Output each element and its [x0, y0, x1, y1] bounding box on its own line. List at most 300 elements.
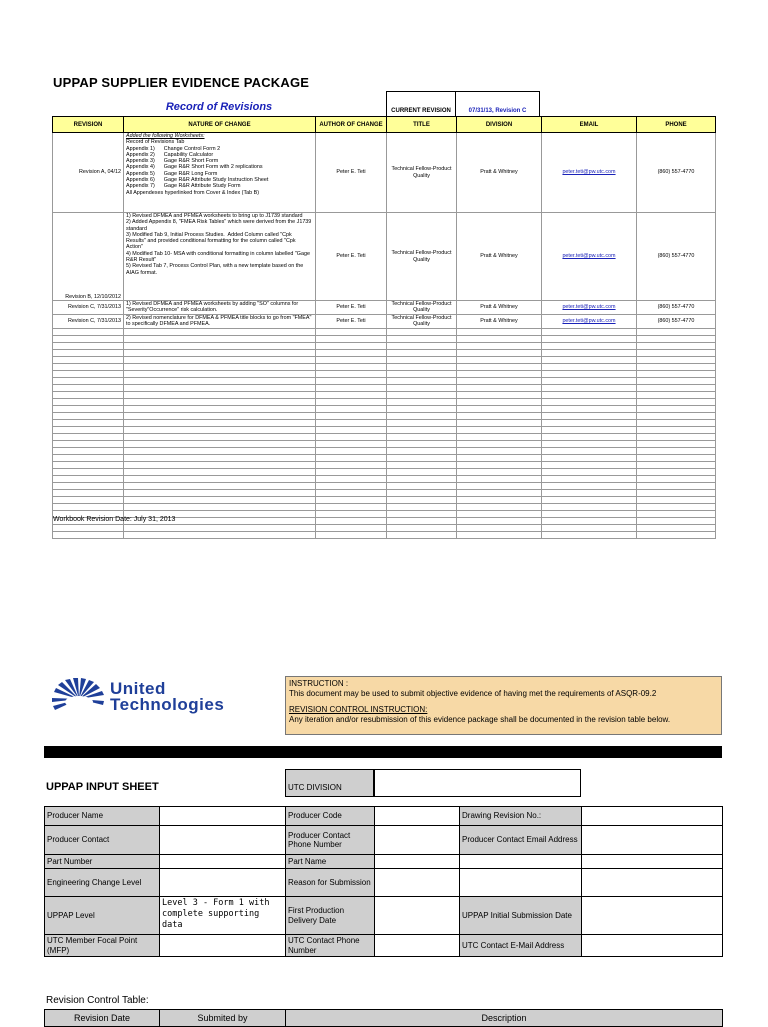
- input-field[interactable]: [160, 855, 286, 869]
- empty-cell[interactable]: [637, 433, 716, 440]
- empty-cell[interactable]: [124, 468, 316, 475]
- division-cell: Pratt & Whitney: [457, 301, 542, 315]
- empty-cell[interactable]: [542, 363, 637, 370]
- empty-cell[interactable]: [457, 454, 542, 461]
- empty-cell[interactable]: [124, 461, 316, 468]
- empty-cell[interactable]: [457, 489, 542, 496]
- empty-cell[interactable]: [387, 356, 457, 363]
- input-label: UTC Contact E-Mail Address: [460, 935, 582, 957]
- nature-line: 1) Revised DFMEA and PFMEA worksheets to bring up to J1739 standard: [126, 213, 303, 219]
- empty-cell[interactable]: [387, 461, 457, 468]
- empty-cell[interactable]: [637, 391, 716, 398]
- empty-cell[interactable]: [637, 335, 716, 342]
- empty-cell[interactable]: [387, 370, 457, 377]
- revision-row: [53, 213, 716, 301]
- empty-cell[interactable]: [637, 440, 716, 447]
- empty-cell[interactable]: [387, 440, 457, 447]
- empty-cell[interactable]: [457, 349, 542, 356]
- empty-cell[interactable]: [124, 405, 316, 412]
- empty-row: [53, 363, 716, 370]
- input-label: Producer Code: [286, 807, 375, 826]
- empty-cell[interactable]: [53, 384, 124, 391]
- empty-cell[interactable]: [457, 440, 542, 447]
- empty-cell[interactable]: [457, 503, 542, 510]
- revision-row: [53, 301, 716, 315]
- empty-cell[interactable]: [387, 447, 457, 454]
- input-field[interactable]: [582, 826, 723, 855]
- utc-division-label: UTC DIVISION: [285, 769, 374, 797]
- empty-cell[interactable]: [542, 405, 637, 412]
- input-field[interactable]: [375, 807, 460, 826]
- empty-cell[interactable]: [387, 489, 457, 496]
- empty-cell[interactable]: [316, 384, 387, 391]
- empty-cell[interactable]: [637, 517, 716, 524]
- empty-cell[interactable]: [542, 489, 637, 496]
- phone-cell: (860) 557-4770: [637, 301, 716, 315]
- empty-cell[interactable]: [457, 468, 542, 475]
- instruction-box: [285, 676, 722, 735]
- empty-cell[interactable]: [637, 489, 716, 496]
- empty-row: [53, 419, 716, 426]
- empty-cell[interactable]: [53, 461, 124, 468]
- empty-cell[interactable]: [316, 461, 387, 468]
- empty-cell[interactable]: [542, 496, 637, 503]
- empty-cell[interactable]: [53, 524, 124, 531]
- empty-cell[interactable]: [542, 370, 637, 377]
- revision-control-col-header: Description: [286, 1010, 723, 1027]
- empty-cell[interactable]: [387, 433, 457, 440]
- empty-cell[interactable]: [53, 454, 124, 461]
- input-label: Producer Contact Email Address: [460, 826, 582, 855]
- empty-cell[interactable]: [542, 447, 637, 454]
- empty-cell[interactable]: [53, 531, 124, 538]
- empty-cell[interactable]: [387, 517, 457, 524]
- empty-cell[interactable]: [457, 342, 542, 349]
- division-cell: Pratt & Whitney: [457, 133, 542, 213]
- empty-cell[interactable]: [124, 524, 316, 531]
- revision-cell: Revision B, 12/10/2012: [53, 213, 124, 301]
- empty-cell[interactable]: [316, 454, 387, 461]
- input-field[interactable]: Level 3 - Form 1 with complete supporting data: [160, 897, 286, 935]
- empty-cell[interactable]: [53, 398, 124, 405]
- empty-cell[interactable]: [637, 349, 716, 356]
- empty-cell[interactable]: [387, 524, 457, 531]
- empty-cell[interactable]: [53, 328, 124, 335]
- empty-cell[interactable]: [316, 503, 387, 510]
- empty-cell[interactable]: [457, 398, 542, 405]
- empty-cell[interactable]: [637, 482, 716, 489]
- logo-text-technologies: Technologies: [110, 695, 225, 714]
- input-row: [45, 869, 723, 897]
- revision-control-heading: REVISION CONTROL INSTRUCTION:: [289, 705, 428, 714]
- empty-cell[interactable]: [387, 531, 457, 538]
- workbook-revision-date: Workbook Revision Date: July 31, 2013: [53, 516, 176, 523]
- empty-cell[interactable]: [637, 363, 716, 370]
- empty-cell[interactable]: [457, 482, 542, 489]
- empty-cell[interactable]: [637, 496, 716, 503]
- empty-cell[interactable]: [387, 384, 457, 391]
- empty-cell[interactable]: [457, 412, 542, 419]
- empty-cell[interactable]: [124, 398, 316, 405]
- empty-cell[interactable]: [124, 496, 316, 503]
- empty-cell[interactable]: [387, 412, 457, 419]
- revision-control-text: Any iteration and/or resubmission of this evidence package shall be documented in the revision table below.: [289, 715, 671, 724]
- empty-cell[interactable]: [542, 468, 637, 475]
- empty-cell[interactable]: [316, 328, 387, 335]
- empty-cell[interactable]: [457, 391, 542, 398]
- title-cell: Technical Fellow-Product Quality: [387, 133, 457, 213]
- empty-cell[interactable]: [53, 447, 124, 454]
- empty-cell[interactable]: [637, 510, 716, 517]
- empty-row: [53, 461, 716, 468]
- empty-cell[interactable]: [457, 356, 542, 363]
- empty-cell[interactable]: [53, 405, 124, 412]
- empty-cell[interactable]: [387, 454, 457, 461]
- nature-line: 1) Revised DFMEA and PFMEA worksheets by adding "SO" columns for "Severity"Occurrence" risk calculation.: [126, 301, 300, 314]
- input-label: Reason for Submission: [286, 869, 375, 897]
- input-row: [45, 826, 723, 855]
- nature-line: Appendix 6) Gage R&R Attribute Study Instruction Sheet: [126, 177, 269, 184]
- empty-cell[interactable]: [542, 503, 637, 510]
- empty-cell[interactable]: [124, 391, 316, 398]
- empty-cell[interactable]: [316, 475, 387, 482]
- empty-cell[interactable]: [316, 510, 387, 517]
- empty-cell[interactable]: [637, 531, 716, 538]
- phone-cell: (860) 557-4770: [637, 213, 716, 301]
- empty-cell[interactable]: [542, 391, 637, 398]
- empty-cell[interactable]: [316, 335, 387, 342]
- empty-cell[interactable]: [53, 426, 124, 433]
- empty-cell[interactable]: [316, 356, 387, 363]
- input-field[interactable]: [375, 855, 460, 869]
- empty-cell[interactable]: [542, 377, 637, 384]
- empty-cell[interactable]: [124, 503, 316, 510]
- input-field[interactable]: [582, 935, 723, 957]
- empty-cell[interactable]: [53, 342, 124, 349]
- nature-heading: Added the following Worksheets:: [126, 133, 205, 139]
- empty-cell[interactable]: [542, 524, 637, 531]
- empty-cell[interactable]: [637, 384, 716, 391]
- empty-cell[interactable]: [457, 475, 542, 482]
- empty-cell[interactable]: [387, 426, 457, 433]
- empty-cell[interactable]: [637, 342, 716, 349]
- empty-cell[interactable]: [124, 356, 316, 363]
- empty-cell[interactable]: [316, 391, 387, 398]
- input-label: Drawing Revision No.:: [460, 807, 582, 826]
- empty-cell[interactable]: [316, 531, 387, 538]
- empty-cell[interactable]: [124, 384, 316, 391]
- empty-cell[interactable]: [637, 426, 716, 433]
- empty-cell[interactable]: [124, 349, 316, 356]
- empty-cell[interactable]: [542, 510, 637, 517]
- united-technologies-logo: [44, 676, 274, 726]
- nature-line: Appendix 1) Change Control Form 2: [126, 145, 221, 152]
- empty-cell[interactable]: [53, 496, 124, 503]
- title-cell: Technical Fellow-Product Quality: [387, 213, 457, 301]
- empty-cell[interactable]: [542, 419, 637, 426]
- empty-cell[interactable]: [637, 398, 716, 405]
- empty-cell[interactable]: [542, 482, 637, 489]
- empty-cell[interactable]: [637, 461, 716, 468]
- division-cell: Pratt & Whitney: [457, 213, 542, 301]
- empty-cell[interactable]: [124, 454, 316, 461]
- empty-cell[interactable]: [542, 328, 637, 335]
- empty-cell[interactable]: [457, 517, 542, 524]
- input-field[interactable]: [375, 935, 460, 957]
- input-field[interactable]: [375, 897, 460, 935]
- empty-cell[interactable]: [316, 482, 387, 489]
- empty-cell[interactable]: [124, 342, 316, 349]
- revision-control-col-header: Submited by: [160, 1010, 286, 1027]
- empty-cell[interactable]: [637, 475, 716, 482]
- empty-cell[interactable]: [637, 454, 716, 461]
- input-label: UTC Contact Phone Number: [286, 935, 375, 957]
- empty-cell[interactable]: [387, 475, 457, 482]
- nature-of-change-cell: [124, 213, 316, 301]
- empty-cell[interactable]: [316, 405, 387, 412]
- empty-cell[interactable]: [53, 349, 124, 356]
- empty-cell[interactable]: [316, 349, 387, 356]
- empty-cell[interactable]: [457, 419, 542, 426]
- revision-table-header: [53, 117, 716, 133]
- empty-cell[interactable]: [542, 433, 637, 440]
- revision-row: [53, 133, 716, 213]
- empty-cell[interactable]: [387, 468, 457, 475]
- empty-cell[interactable]: [542, 349, 637, 356]
- email-cell: [542, 301, 637, 315]
- document-title: UPPAP SUPPLIER EVIDENCE PACKAGE: [53, 75, 310, 90]
- empty-cell[interactable]: [316, 447, 387, 454]
- input-field[interactable]: [582, 807, 723, 826]
- input-label: Part Number: [45, 855, 160, 869]
- email-link[interactable]: peter.teti@pw.utc.com: [562, 253, 616, 260]
- revision-cell: Revision C, 7/31/2013: [53, 301, 124, 315]
- empty-cell[interactable]: [637, 447, 716, 454]
- empty-cell[interactable]: [53, 440, 124, 447]
- empty-cell[interactable]: [637, 503, 716, 510]
- empty-row: [53, 356, 716, 363]
- empty-cell[interactable]: [542, 475, 637, 482]
- empty-cell[interactable]: [457, 510, 542, 517]
- empty-cell[interactable]: [124, 335, 316, 342]
- empty-cell[interactable]: [637, 356, 716, 363]
- current-revision-value: 07/31/13, Revision C: [455, 91, 540, 117]
- empty-cell[interactable]: [124, 440, 316, 447]
- empty-cell[interactable]: [316, 524, 387, 531]
- empty-cell[interactable]: [124, 426, 316, 433]
- email-link[interactable]: peter.teti@pw.utc.com: [562, 317, 616, 324]
- empty-cell[interactable]: [387, 405, 457, 412]
- empty-cell[interactable]: [542, 342, 637, 349]
- empty-cell[interactable]: [457, 524, 542, 531]
- empty-row: [53, 328, 716, 335]
- empty-cell[interactable]: [637, 377, 716, 384]
- empty-cell[interactable]: [316, 370, 387, 377]
- empty-cell[interactable]: [457, 447, 542, 454]
- revision-cell: Revision C, 7/31/2013: [53, 314, 124, 328]
- empty-row: [53, 405, 716, 412]
- empty-cell[interactable]: [387, 363, 457, 370]
- empty-cell[interactable]: [53, 412, 124, 419]
- input-label: UTC Member Focal Point (MFP): [45, 935, 160, 957]
- email-link[interactable]: peter.teti@pw.utc.com: [562, 304, 616, 311]
- input-field[interactable]: [160, 807, 286, 826]
- empty-row: [53, 468, 716, 475]
- empty-cell[interactable]: [53, 356, 124, 363]
- empty-cell[interactable]: [53, 468, 124, 475]
- input-label: [460, 869, 582, 897]
- nature-line: Appendix 5) Gage R&R Long Form: [126, 170, 218, 177]
- empty-cell[interactable]: [316, 412, 387, 419]
- empty-cell[interactable]: [637, 419, 716, 426]
- empty-cell[interactable]: [387, 419, 457, 426]
- input-label: Engineering Change Level: [45, 869, 160, 897]
- empty-row: [53, 503, 716, 510]
- rev-col-header: PHONE: [637, 117, 716, 133]
- input-label: [460, 855, 582, 869]
- empty-cell[interactable]: [316, 496, 387, 503]
- empty-cell[interactable]: [124, 489, 316, 496]
- current-revision-label: CURRENT REVISION: [386, 91, 456, 117]
- empty-row: [53, 335, 716, 342]
- empty-cell[interactable]: [457, 377, 542, 384]
- empty-cell[interactable]: [637, 468, 716, 475]
- empty-cell[interactable]: [387, 496, 457, 503]
- empty-cell[interactable]: [637, 370, 716, 377]
- empty-cell[interactable]: [637, 524, 716, 531]
- empty-cell[interactable]: [637, 412, 716, 419]
- empty-cell[interactable]: [387, 482, 457, 489]
- empty-cell[interactable]: [457, 370, 542, 377]
- input-label: UPPAP Initial Submission Date: [460, 897, 582, 935]
- empty-cell[interactable]: [124, 531, 316, 538]
- nature-line: 2) Added Appendix 8, "FMEA Risk Tables" which were derived from the J1739 standard: [126, 219, 313, 232]
- nature-line: Appendix 4) Gage R&R Short Form with 2 replications: [126, 164, 263, 171]
- empty-cell[interactable]: [316, 419, 387, 426]
- empty-cell[interactable]: [124, 370, 316, 377]
- empty-cell[interactable]: [542, 412, 637, 419]
- empty-cell[interactable]: [53, 335, 124, 342]
- input-field[interactable]: [582, 855, 723, 869]
- empty-cell[interactable]: [387, 335, 457, 342]
- empty-cell[interactable]: [53, 433, 124, 440]
- empty-cell[interactable]: [542, 426, 637, 433]
- empty-cell[interactable]: [387, 349, 457, 356]
- empty-cell[interactable]: [53, 482, 124, 489]
- empty-cell[interactable]: [124, 433, 316, 440]
- empty-cell[interactable]: [542, 398, 637, 405]
- empty-cell[interactable]: [542, 356, 637, 363]
- empty-row: [53, 531, 716, 538]
- empty-cell[interactable]: [316, 398, 387, 405]
- empty-cell[interactable]: [457, 461, 542, 468]
- empty-cell[interactable]: [457, 405, 542, 412]
- empty-cell[interactable]: [316, 468, 387, 475]
- empty-cell[interactable]: [53, 391, 124, 398]
- empty-cell[interactable]: [316, 342, 387, 349]
- empty-cell[interactable]: [542, 531, 637, 538]
- input-field[interactable]: [582, 869, 723, 897]
- empty-cell[interactable]: [124, 328, 316, 335]
- empty-cell[interactable]: [457, 335, 542, 342]
- input-field[interactable]: [160, 869, 286, 897]
- empty-row: [53, 454, 716, 461]
- empty-cell[interactable]: [124, 412, 316, 419]
- empty-cell[interactable]: [457, 363, 542, 370]
- logo-text-united: United: [110, 679, 166, 698]
- empty-cell[interactable]: [387, 503, 457, 510]
- input-field[interactable]: [582, 897, 723, 935]
- empty-cell[interactable]: [316, 440, 387, 447]
- empty-cell[interactable]: [457, 496, 542, 503]
- input-field[interactable]: [160, 935, 286, 957]
- nature-line: Record of Revisions Tab: [126, 139, 185, 146]
- empty-cell[interactable]: [53, 377, 124, 384]
- title-cell: Technical Fellow-Product Quality: [387, 314, 457, 328]
- empty-cell[interactable]: [124, 419, 316, 426]
- empty-cell[interactable]: [542, 454, 637, 461]
- empty-cell[interactable]: [124, 363, 316, 370]
- empty-cell[interactable]: [542, 461, 637, 468]
- empty-cell[interactable]: [53, 475, 124, 482]
- empty-cell[interactable]: [457, 426, 542, 433]
- empty-cell[interactable]: [316, 363, 387, 370]
- empty-cell[interactable]: [387, 342, 457, 349]
- email-link[interactable]: peter.teti@pw.utc.com: [562, 169, 616, 176]
- empty-cell[interactable]: [387, 328, 457, 335]
- empty-cell[interactable]: [637, 405, 716, 412]
- nature-line: Appendix 3) Gage R&R Short Form: [126, 158, 219, 165]
- empty-cell[interactable]: [542, 335, 637, 342]
- empty-cell[interactable]: [637, 328, 716, 335]
- empty-cell[interactable]: [316, 489, 387, 496]
- empty-cell[interactable]: [316, 517, 387, 524]
- empty-cell[interactable]: [316, 377, 387, 384]
- empty-cell[interactable]: [53, 419, 124, 426]
- empty-cell[interactable]: [53, 370, 124, 377]
- nature-line: All Appendexes hyperlinked from Cover & Index (Tab B): [126, 189, 260, 196]
- utc-division-field[interactable]: [374, 769, 581, 797]
- empty-cell[interactable]: [53, 503, 124, 510]
- input-field[interactable]: [375, 826, 460, 855]
- empty-cell[interactable]: [124, 377, 316, 384]
- empty-cell[interactable]: [387, 391, 457, 398]
- input-field[interactable]: [375, 869, 460, 897]
- empty-cell[interactable]: [457, 384, 542, 391]
- input-sheet-title: UPPAP INPUT SHEET: [46, 781, 159, 793]
- empty-cell[interactable]: [53, 489, 124, 496]
- empty-cell[interactable]: [124, 447, 316, 454]
- empty-cell[interactable]: [316, 433, 387, 440]
- empty-cell[interactable]: [457, 433, 542, 440]
- empty-cell[interactable]: [124, 475, 316, 482]
- empty-cell[interactable]: [387, 510, 457, 517]
- phone-cell: (860) 557-4770: [637, 314, 716, 328]
- nature-line: Appendix 7) Gage R&R Attribute Study Form: [126, 183, 241, 190]
- input-label: Producer Contact: [45, 826, 160, 855]
- empty-cell[interactable]: [387, 377, 457, 384]
- empty-cell[interactable]: [542, 440, 637, 447]
- empty-cell[interactable]: [53, 363, 124, 370]
- input-field[interactable]: [160, 826, 286, 855]
- empty-cell[interactable]: [457, 531, 542, 538]
- empty-cell[interactable]: [387, 398, 457, 405]
- empty-cell[interactable]: [457, 328, 542, 335]
- empty-cell[interactable]: [542, 517, 637, 524]
- empty-cell[interactable]: [542, 384, 637, 391]
- empty-cell[interactable]: [316, 426, 387, 433]
- empty-cell[interactable]: [124, 482, 316, 489]
